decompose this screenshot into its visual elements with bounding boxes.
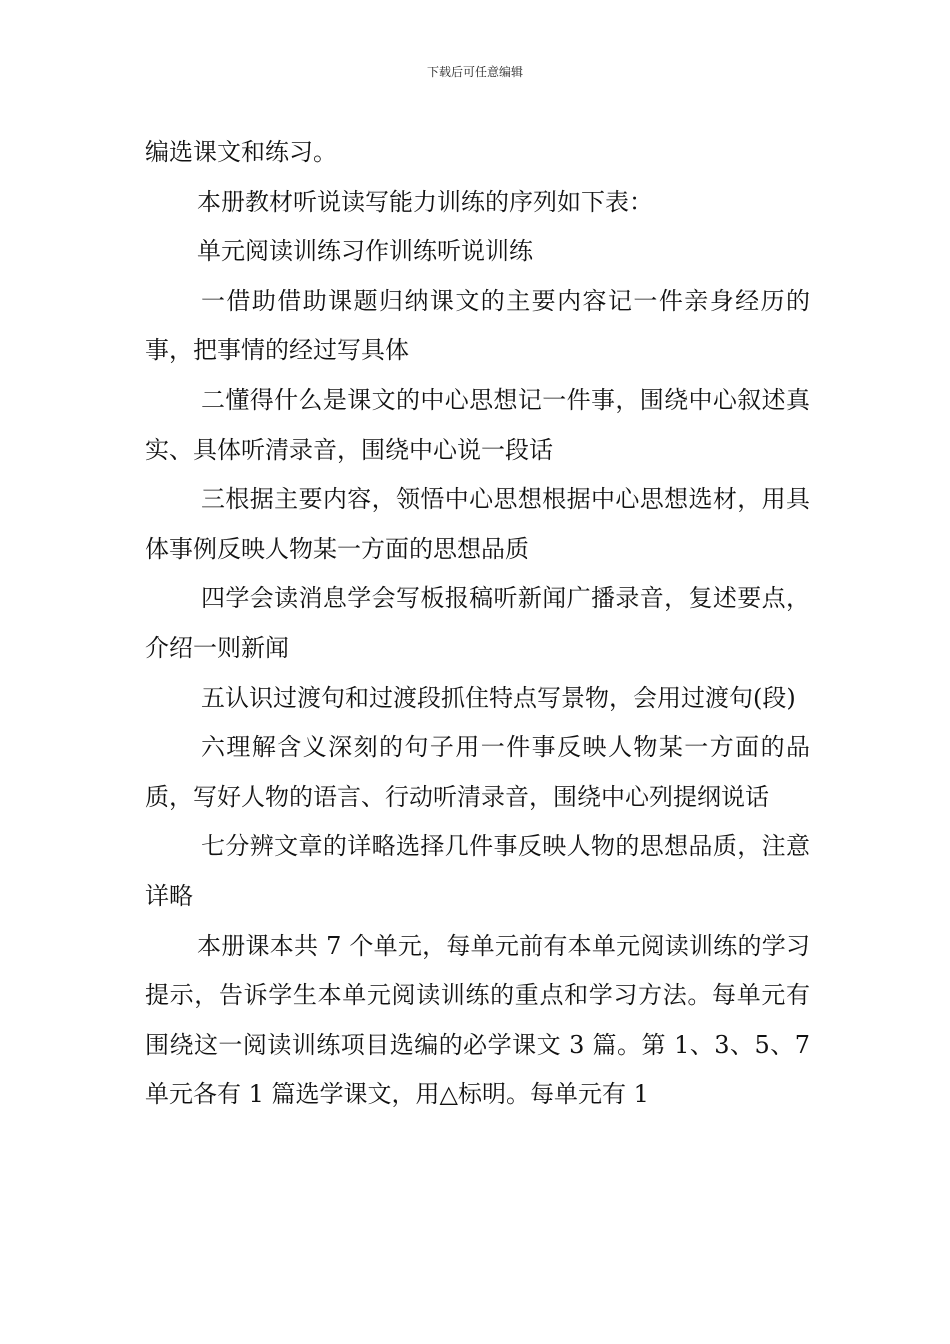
paragraph-continuation: 编选课文和练习。 (145, 138, 337, 166)
unit-6-row: 六理解含义深刻的句子用一件事反映人物某一方面的品质，写好人物的语言、行动听清录音，围绕中心列提纲说话 (145, 733, 810, 811)
unit-1-row: 一借助借助课题归纳课文的主要内容记一件亲身经历的事，把事情的经过写具体 (145, 286, 810, 365)
paragraph-summary: 本册课本共 7 个单元，每单元前有本单元阅读训练的学习提示，告诉学生本单元阅读训练的重点和学习方法。每单元有围绕这一阅读训练项目选编的必学课文 3 篇。第 1、3、5、7 单元各有 1 篇选学课文，用△标明。每单元有 1 (145, 931, 810, 1109)
document-body (145, 128, 810, 1120)
unit-5-row: 五认识过渡句和过渡段抓住特点写景物，会用过渡句(段) (201, 683, 796, 712)
paragraph-intro: 本册教材听说读写能力训练的序列如下表： (197, 187, 653, 216)
unit-7-row: 七分辨文章的详略选择几件事反映人物的思想品质，注意详略 (145, 832, 810, 910)
page-header-note: 下载后可任意编辑 (426, 65, 523, 79)
unit-3-row: 三根据主要内容，领悟中心思想根据中心思想选材，用具体事例反映人物某一方面的思想品质 (145, 485, 810, 563)
table-header-line: 单元阅读训练习作训练听说训练 (197, 237, 533, 266)
unit-4-row: 四学会读消息学会写板报稿听新闻广播录音，复述要点，介绍一则新闻 (145, 584, 810, 662)
unit-2-row: 二懂得什么是课文的中心思想记一件事，围绕中心叙述真实、具体听清录音，围绕中心说一段话 (145, 385, 810, 464)
